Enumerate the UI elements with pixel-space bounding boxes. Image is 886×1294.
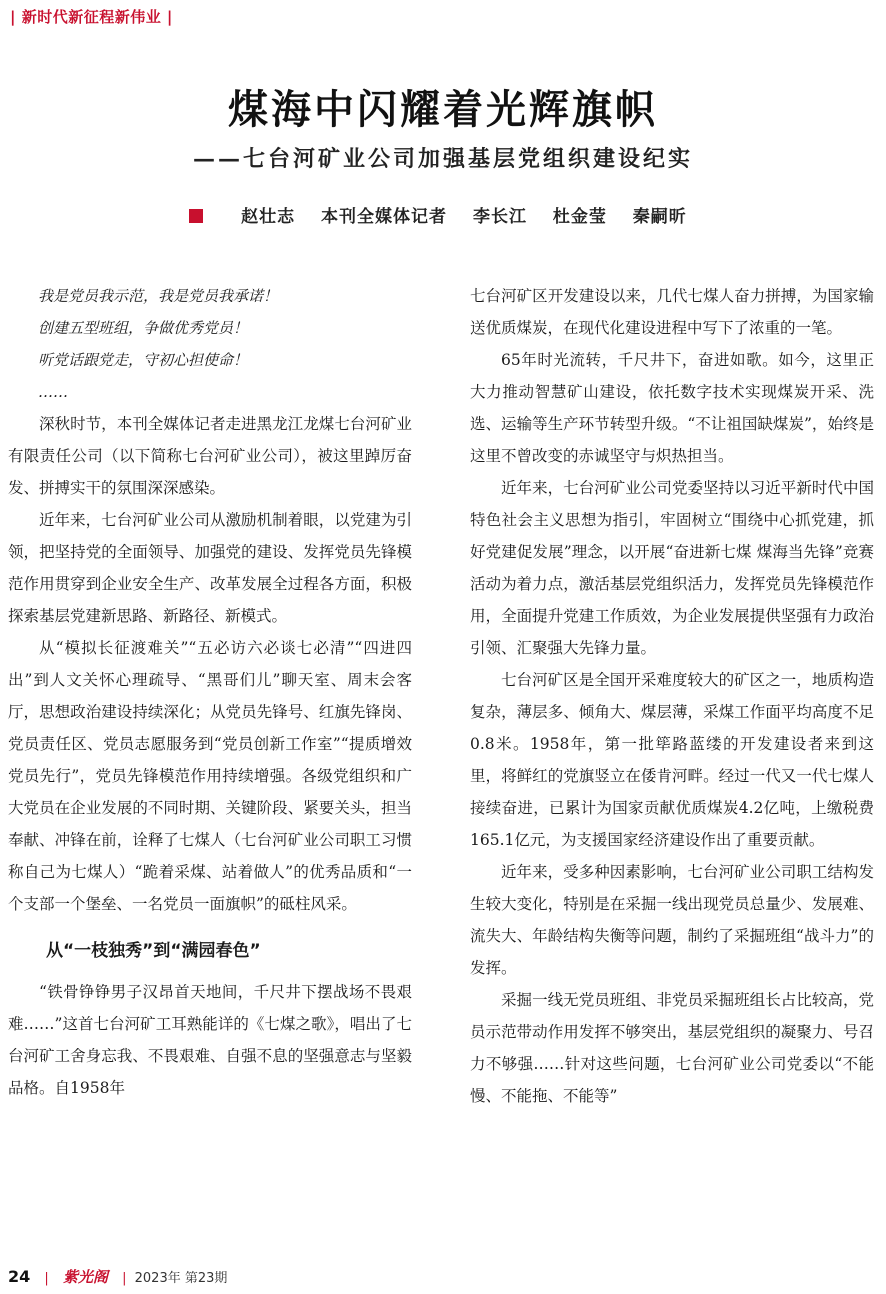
section-subheading: 从“一枝独秀”到“满园春色” bbox=[46, 941, 261, 961]
body-paragraph: 近年来，受多种因素影响，七台河矿业公司职工结构发生较大变化，特别是在采掘一线出现党员总量少、发展难、流失大、年龄结构失衡等问题，制约了采掘班组“战斗力”的发挥。 bbox=[470, 863, 874, 977]
divider: | bbox=[122, 1271, 127, 1286]
body-paragraph: 七台河矿区是全国开采难度较大的矿区之一，地质构造复杂，薄层多、倾角大、煤层薄，采煤工作面平均高度不足0.8米。1958年，第一批筚路蓝缕的开发建设者来到这里，将鲜红的党旗竖立在倭肯河畔。经过一代又一代七煤人接续奋进，已累计为国家贡献优质煤炭4.2亿吨，上缴税费165.1亿元，为支援国家经济建设作出了重要贡献。 bbox=[470, 671, 874, 849]
author: 赵壮志 bbox=[241, 207, 296, 227]
body-paragraph: 从“模拟长征渡难关”“五必访六必谈七必清”“四进四出”到人文关怀心理疏导、“黑哥们儿”聊天室、周末会客厅，思想政治建设持续深化；从党员先锋号、红旗先锋岗、党员责任区、党员志愿服务到“党员创新工作室”“提质增效党员先行”，党员先锋模范作用持续增强。各级党组织和广大党员在企业发展的不同时期、关键阶段、紧要关头，担当奉献、冲锋在前，诠释了七煤人（七台河矿业公司职工习惯称自己为七煤人）“跪着采煤、站着做人”的优秀品质和“一个支部一个堡垒、一名党员一面旗帜”的砥柱风采。 bbox=[8, 639, 412, 913]
body-paragraph: 近年来，七台河矿业公司从激励机制着眼，以党建为引领，把坚持党的全面领导、加强党的建设、发挥党员先锋模范作用贯穿到企业安全生产、改革发展全过程各方面，积极探索基层党建新思路、新路径、新模式。 bbox=[8, 511, 412, 625]
article-subtitle: ——七台河矿业公司加强基层党组织建设纪实 bbox=[192, 146, 693, 172]
body-paragraph: 七台河矿区开发建设以来，几代七煤人奋力拼搏，为国家输送优质煤炭，在现代化建设进程中写下了浓重的一笔。 bbox=[470, 287, 874, 337]
author: 秦嗣昕 bbox=[632, 207, 687, 227]
magazine-logo: 紫光阁 bbox=[62, 1268, 108, 1286]
body-paragraph: 65年时光流转，千尺井下，奋进如歌。如今，这里正大力推动智慧矿山建设，依托数字技术实现煤炭开采、洗选、运输等生产环节转型升级。“不让祖国缺煤炭”，始终是这里不曾改变的赤诚坚守与炽热担当。 bbox=[470, 351, 874, 465]
author: 杜金莹 bbox=[552, 207, 607, 227]
verse-line: 听党话跟党走，守初心担使命！ bbox=[38, 351, 249, 369]
red-square-icon bbox=[189, 209, 203, 223]
left-column bbox=[8, 280, 412, 1104]
article-title: 煤海中闪耀着光辉旗帜 bbox=[228, 86, 658, 133]
right-column bbox=[470, 280, 874, 1112]
author: 李长江 bbox=[472, 207, 527, 227]
issue-label: 2023年 第23期 bbox=[134, 1271, 228, 1286]
verse-line: …… bbox=[38, 383, 68, 401]
byline bbox=[0, 202, 886, 227]
page-number: 24 bbox=[8, 1267, 31, 1286]
page-footer bbox=[8, 1266, 227, 1287]
body-paragraph: “铁骨铮铮男子汉昂首天地间，千尺井下摆战场不畏艰难……”这首七台河矿工耳熟能详的《七煤之歌》，唱出了七台河矿工舍身忘我、不畏艰难、自强不息的坚强意志与坚毅品格。自1958年 bbox=[8, 983, 412, 1097]
opening-verse bbox=[8, 280, 412, 408]
body-paragraph: 采掘一线无党员班组、非党员采掘班组长占比较高，党员示范带动作用发挥不够突出，基层党组织的凝聚力、号召力不够强……针对这些问题，七台河矿业公司党委以“不能慢、不能拖、不能等” bbox=[470, 991, 874, 1105]
body-paragraph: 深秋时节，本刊全媒体记者走进黑龙江龙煤七台河矿业有限责任公司（以下简称七台河矿业公司），被这里踔厉奋发、拼搏实干的氛围深深感染。 bbox=[8, 415, 412, 497]
verse-line: 创建五型班组，争做优秀党员！ bbox=[38, 319, 249, 337]
column-tag: | 新时代新征程新伟业 | bbox=[10, 8, 173, 26]
divider: | bbox=[44, 1271, 49, 1286]
author: 本刊全媒体记者 bbox=[321, 207, 448, 227]
verse-line: 我是党员我示范，我是党员我承诺！ bbox=[38, 287, 279, 305]
body-paragraph: 近年来，七台河矿业公司党委坚持以习近平新时代中国特色社会主义思想为指引，牢固树立“围绕中心抓党建，抓好党建促发展”理念，以开展“奋进新七煤 煤海当先锋”竞赛活动为着力点，激活基层党组织活力，发挥党员先锋模范作用，全面提升党建工作质效，为企业发展提供坚强有力政治引领、汇聚强大先锋力量。 bbox=[470, 479, 874, 657]
